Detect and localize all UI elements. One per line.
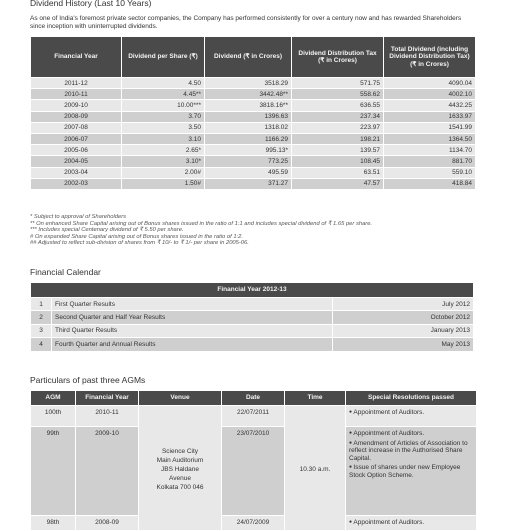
table-row: [31, 134, 475, 144]
dividend-cell: 198.21: [292, 134, 383, 144]
dividend-cell: 3818.16**: [205, 100, 291, 110]
calendar-index: 4: [31, 338, 51, 350]
agm-venue-line: Avenue: [169, 475, 191, 482]
calendar-event: Second Quarter and Half Year Results: [52, 311, 332, 323]
dividend-cell: 47.57: [292, 179, 383, 189]
dividend-cell: 2002-03: [31, 179, 121, 189]
table-row: [31, 338, 473, 350]
dividend-cell: 1166.29: [205, 134, 291, 144]
dividend-cell: 2003-04: [31, 168, 121, 178]
agm-column-header: Financial Year: [76, 391, 138, 405]
agm-date: 23/07/2010: [222, 427, 284, 515]
dividend-cell: 371.27: [205, 179, 291, 189]
agm-table: [30, 390, 477, 531]
dividend-cell: 1318.02: [205, 123, 291, 133]
dividend-cell: 3.70: [122, 112, 204, 122]
dividend-cell: 4090.04: [384, 78, 475, 88]
dividend-cell: 2004-05: [31, 156, 121, 166]
dividend-cell: 63.51: [292, 168, 383, 178]
dividend-cell: 636.55: [292, 100, 383, 110]
table-row: [31, 179, 475, 189]
agm-resolution-item: ● Appointment of Auditors.: [349, 430, 473, 438]
agm-financial-year: 2010-11: [76, 406, 138, 426]
table-row: [31, 100, 475, 110]
dividend-cell: 1364.50: [384, 134, 475, 144]
dividend-cell: 571.75: [292, 78, 383, 88]
dividend-note: *** Includes special Centenary dividend of ₹ 5.50 per share.: [30, 227, 184, 234]
dividend-note: # On expanded Share Capital arising out of Bonus shares issued in the ratio of 1:2.: [30, 233, 244, 240]
dividend-cell: 2006-07: [31, 134, 121, 144]
agm-financial-year: 2009-10: [76, 427, 138, 515]
table-row: [31, 145, 475, 155]
dividend-cell: 2.00#: [122, 168, 204, 178]
agm-column-header: Date: [222, 391, 284, 405]
agm-number: 99th: [31, 427, 75, 515]
dividend-cell: 108.45: [292, 156, 383, 166]
table-row: [31, 516, 476, 530]
dividend-notes: [30, 214, 470, 247]
agm-time: 10.30 a.m.: [285, 406, 345, 530]
agm-venue-line: Main Auditorium: [156, 457, 204, 464]
table-row: [31, 298, 473, 310]
agm-financial-year: 2008-09: [76, 516, 138, 530]
calendar-index: 3: [31, 325, 51, 337]
financial-calendar-table: [30, 282, 474, 352]
dividend-cell: 1134.70: [384, 145, 475, 155]
agm-venue-line: Kolkata 700 046: [156, 484, 204, 491]
agm-resolution-item: ● Issue of shares under new Employee Stock Option Scheme.: [349, 464, 473, 479]
table-row: [31, 311, 473, 323]
calendar-month: July 2012: [333, 298, 473, 310]
dividend-cell: 559.10: [384, 168, 475, 178]
dividend-cell: 2011-12: [31, 78, 121, 88]
dividend-column-header: Dividend Distribution Tax (₹ in Crores): [292, 37, 383, 77]
agm-title: Particulars of past three AGMs: [30, 375, 146, 385]
agm-resolutions: [346, 406, 476, 426]
dividend-note: ## Adjusted to reflect sub-division of shares from ₹ 10/- to ₹ 1/- per share in 2005-06.: [30, 240, 249, 247]
dividend-column-header: Financial Year: [31, 37, 121, 77]
agm-column-header: Venue: [139, 391, 221, 405]
table-row: [31, 89, 475, 99]
dividend-cell: 139.57: [292, 145, 383, 155]
dividend-cell: 4002.10: [384, 89, 475, 99]
dividend-cell: 1396.63: [205, 112, 291, 122]
dividend-cell: 881.70: [384, 156, 475, 166]
agm-column-header: Time: [285, 391, 345, 405]
agm-resolution-item: ● Appointment of Auditors.: [349, 409, 473, 417]
table-row: [31, 325, 473, 337]
dividend-cell: 558.62: [292, 89, 383, 99]
agm-date: 24/07/2009: [222, 516, 284, 530]
dividend-cell: 2007-08: [31, 123, 121, 133]
dividend-cell: 1.50#: [122, 179, 204, 189]
dividend-cell: 4.50: [122, 78, 204, 88]
dividend-column-header: Dividend (₹ in Crores): [205, 37, 291, 77]
dividend-cell: 10.00***: [122, 100, 204, 110]
calendar-month: May 2013: [333, 338, 473, 350]
dividend-history-title: Dividend History (Last 10 Years): [30, 0, 152, 8]
dividend-column-header: Total Dividend (including Dividend Distribution Tax) (₹ in Crores): [384, 37, 475, 77]
dividend-cell: 4432.25: [384, 100, 475, 110]
dividend-note: ** On enhanced Share Capital arising out of Bonus shares issued in the ratio of 1:1 and includes special dividend of ₹ 1.65 per share.: [30, 220, 373, 227]
agm-resolutions: [346, 427, 476, 515]
dividend-cell: 3.50: [122, 123, 204, 133]
dividend-cell: 4.45**: [122, 89, 204, 99]
agm-venue-line: Science City: [161, 448, 199, 455]
calendar-event: Third Quarter Results: [52, 325, 332, 337]
dividend-column-header: Dividend per Share (₹): [122, 37, 204, 77]
dividend-cell: 237.34: [292, 112, 383, 122]
calendar-event: Fourth Quarter and Annual Results: [52, 338, 332, 350]
calendar-event: First Quarter Results: [52, 298, 332, 310]
calendar-month: January 2013: [333, 325, 473, 337]
dividend-cell: 2010-11: [31, 89, 121, 99]
agm-number: 100th: [31, 406, 75, 426]
table-row: [31, 78, 475, 88]
agm-venue-line: JBS Haldane: [161, 466, 199, 473]
table-row: [31, 123, 475, 133]
agm-column-header: Special Resolutions passed: [346, 391, 476, 405]
table-row: [31, 156, 475, 166]
agm-date: 22/07/2011: [222, 406, 284, 426]
agm-resolution-item: ● Appointment of Auditors.: [349, 519, 473, 527]
agm-venue: [139, 406, 221, 530]
calendar-index: 1: [31, 298, 51, 310]
dividend-cell: 3.10: [122, 134, 204, 144]
table-row: [31, 112, 475, 122]
table-row: [31, 168, 475, 178]
agm-column-header: AGM: [31, 391, 75, 405]
dividend-cell: 2005-06: [31, 145, 121, 155]
dividend-cell: 3.10*: [122, 156, 204, 166]
dividend-cell: 3518.29: [205, 78, 291, 88]
table-row: [31, 427, 476, 515]
dividend-cell: 1541.99: [384, 123, 475, 133]
dividend-note: * Subject to approval of Shareholders: [30, 214, 127, 220]
dividend-intro: As one of India's foremost private sector companies, the Company has performed consistently for over a century now and has rewarded Shareholders since inception with uninterrupted dividends.: [30, 15, 462, 30]
dividend-cell: 773.25: [205, 156, 291, 166]
calendar-header: Financial Year 2012-13: [31, 283, 473, 297]
financial-calendar-title: Financial Calendar: [30, 267, 101, 277]
dividend-cell: 2.65*: [122, 145, 204, 155]
agm-number: 98th: [31, 516, 75, 530]
dividend-cell: 418.84: [384, 179, 475, 189]
dividend-cell: 2008-09: [31, 112, 121, 122]
dividend-cell: 1633.97: [384, 112, 475, 122]
calendar-month: October 2012: [333, 311, 473, 323]
dividend-cell: 495.59: [205, 168, 291, 178]
dividend-cell: 995.13*: [205, 145, 291, 155]
dividend-cell: 3442.48**: [205, 89, 291, 99]
agm-resolutions: [346, 516, 476, 530]
dividend-cell: 223.97: [292, 123, 383, 133]
dividend-cell: 2009-10: [31, 100, 121, 110]
table-row: [31, 406, 476, 426]
calendar-index: 2: [31, 311, 51, 323]
agm-resolution-item: ● Amendment of Articles of Association to reflect increase in the Authorised Share Capital.: [349, 440, 473, 463]
dividend-history-table: [30, 36, 476, 190]
